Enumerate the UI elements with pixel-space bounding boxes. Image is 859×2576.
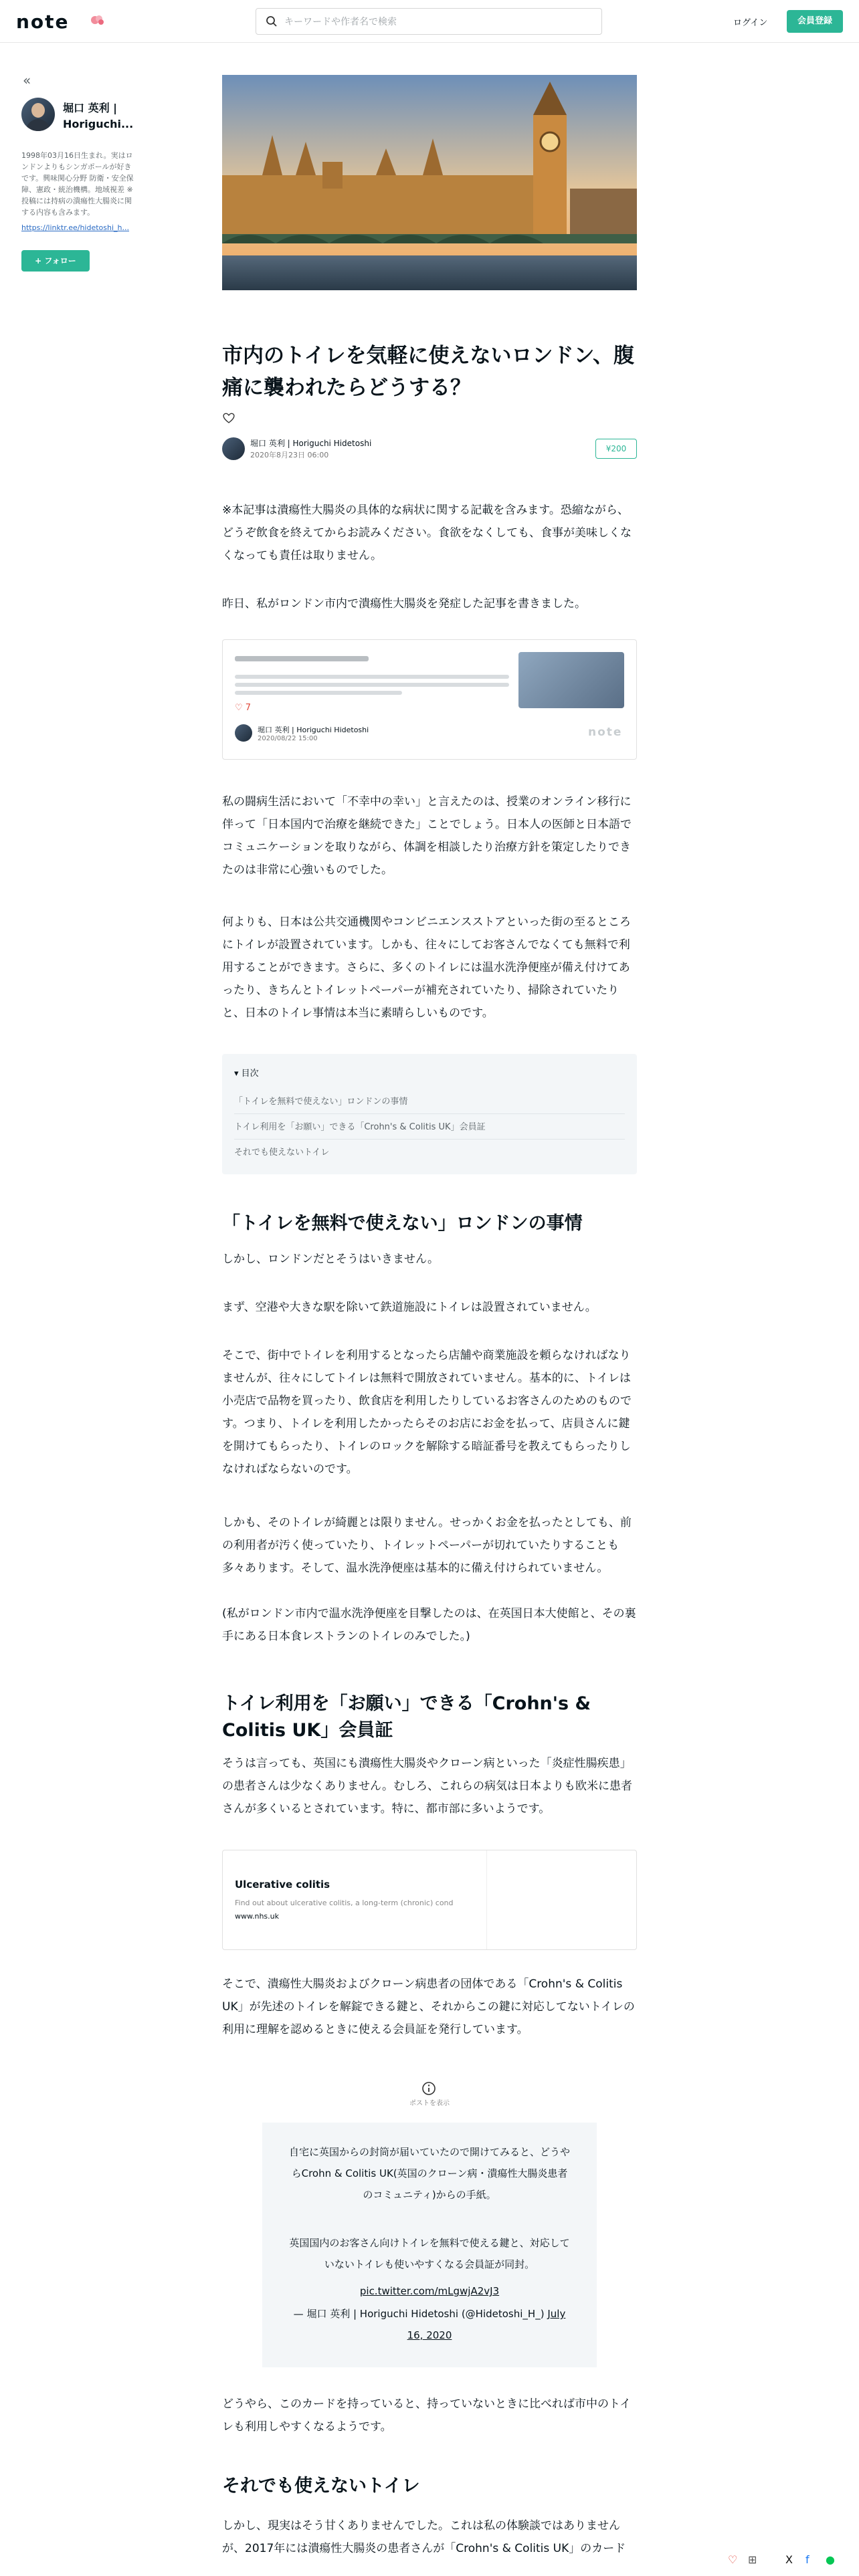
paragraph-body: どうやら、このカードを持っていると、持っていないときに比べれば市中のトイレも利用しやすくなるようです。: [222, 2397, 632, 2434]
paragraph-body: (私がロンドン市内で温水洗浄便座を目撃したのは、在英国日本大使館と、その裏手にある日本食レストランのトイレのみでした。): [222, 1607, 636, 1643]
article-author-name[interactable]: 堀口 英利 | Horiguchi Hidetoshi: [250, 439, 372, 448]
price-badge[interactable]: ¥200: [595, 439, 637, 459]
embed-note-brand: note: [588, 726, 623, 739]
paragraph-body: しかし、ロンドンだとそうはいきません。: [222, 1253, 440, 1266]
sidebar-author-name[interactable]: 堀口 英利 | Horiguchi...: [63, 102, 134, 130]
info-icon[interactable]: [421, 2081, 436, 2096]
paragraph-body: しかし、現実はそう甘くありませんでした。これは私の体験談ではありませんが、2017年には潰瘍性大腸炎の患者さんが「Crohn's & Colitis UK」のカード: [222, 2519, 626, 2555]
embed-desc-placeholder: [235, 683, 509, 687]
table-of-contents: [222, 1054, 637, 1174]
paragraph-notice: ※本記事は潰瘍性大腸炎の具体的な病状に関する記載を含みます。恐縮ながら、どうぞ飲食を終えてからお読みください。食欲をなくしても、食事が美味しくなくなっても責任は取りません。: [222, 504, 632, 562]
facebook-share-icon[interactable]: f: [805, 2553, 809, 2566]
tweet-text: 英国国内のお客さん向けトイレを無料で使える鍵と、対応していないトイレも使いやすくなる会員証が同封。: [289, 2237, 570, 2270]
magazine-add-icon[interactable]: ⊞: [748, 2553, 757, 2566]
paragraph-body: そこで、街中でトイレを利用するとなったら店舗や商業施設を頼らなければなりませんが、往々にしてトイレは無料で開放されていません。基本的に、トイレは小売店で品物を買ったり、飲食店を利用したりしているお客さんのためのものです。つまり、トイレを利用したかったらそのお店にお金を払って、店員さんに鍵を開けてもらったり、トイレのロックを解除する暗証番号を教えてもらったりしなければならないのです。: [222, 1349, 632, 1476]
embed-date: 2020/08/22 15:00: [258, 735, 318, 742]
author-avatar[interactable]: [21, 98, 55, 131]
paragraph-body: そうは言っても、英国にも潰瘍性大腸炎やクローン病といった「炎症性腸疾患」の患者さんは少なくありません。むしろ、これらの病気は日本よりも欧米に患者さんが多くいるとされています。特に、都市部に多いようです。: [222, 1757, 633, 1816]
article-author-avatar[interactable]: [222, 437, 245, 460]
embed-like-count: ♡ 7: [235, 703, 252, 713]
embed-like-value: 7: [245, 703, 252, 713]
toc-heading-label: 目次: [241, 1069, 259, 1079]
toc-item[interactable]: トイレ利用を「お願い」できる「Crohn's & Colitis UK」会員証: [234, 1119, 625, 1140]
search-input[interactable]: [283, 13, 593, 31]
embed-title-placeholder: [235, 656, 369, 661]
site-header: [0, 0, 859, 43]
embed-author-avatar: [235, 724, 252, 742]
paragraph-body: まず、空港や大きな駅を除いて鉄道施設にトイレは設置されていません。: [222, 1301, 597, 1314]
link-card-title: Ulcerative colitis: [235, 1879, 330, 1891]
show-post-label[interactable]: ポストを表示: [409, 2100, 450, 2107]
hero-image-westminster: [222, 75, 637, 290]
signup-button[interactable]: 会員登録: [787, 10, 843, 33]
article-date: 2020年8月23日 06:00: [250, 451, 329, 459]
author-bio-link[interactable]: https://linktr.ee/hidetoshi_h...: [21, 223, 129, 232]
note-logo[interactable]: note: [16, 11, 70, 33]
section-heading: それでも使えないトイレ: [222, 2476, 420, 2496]
tweet-date-link[interactable]: July 16, 2020: [407, 2308, 566, 2341]
link-card-url: www.nhs.uk: [235, 1912, 279, 1921]
tweet-text: 自宅に英国からの封筒が届いていたので開けてみると、どうやらCrohn & Colitis UK(英国のクローン病・潰瘍性大腸炎患者のコミュニティ)からの手紙。: [289, 2146, 571, 2201]
paragraph-body: そこで、潰瘍性大腸炎およびクローン病患者の団体である「Crohn's & Colitis UK」が先述のトイレを解錠できる鍵と、それからこの鍵に対応してないトイレの利用に理解を認めるときに使える会員証を発行しています。: [222, 1977, 635, 2036]
author-bio: 1998年03月16日生まれ。実はロンドンよりもシンガポールが好きです。興味関心分野 防衛・安全保障、憲政・統治機構。地域視差 ※投稿には持病の潰瘍性大腸炎に関する内容も含みます。: [21, 151, 134, 217]
follow-button[interactable]: + フォロー: [21, 250, 90, 272]
login-link[interactable]: ログイン: [733, 18, 768, 28]
heart-icon[interactable]: [222, 412, 235, 424]
x-share-icon[interactable]: X: [785, 2553, 793, 2566]
link-card-description: Find out about ulcerative colitis, a long-term (chronic) cond: [235, 1899, 454, 1907]
tweet-author: — 堀口 英利 | Horiguchi Hidetoshi (@Hidetoshi_H_): [293, 2308, 545, 2320]
tweet-media-link[interactable]: pic.twitter.com/mLgwjA2vJ3: [359, 2285, 500, 2297]
section-heading: 「トイレを無料で使えない」ロンドンの事情: [222, 1213, 583, 1234]
search-box[interactable]: [256, 8, 602, 35]
section-heading: トイレ利用を「お願い」できる「Crohn's & Colitis UK」会員証: [222, 1693, 591, 1741]
embed-desc-placeholder: [235, 675, 509, 679]
embed-author-name: 堀口 英利 | Horiguchi Hidetoshi: [258, 726, 369, 734]
paragraph-body: しかも、そのトイレが綺麗とは限りません。せっかくお金を払ったとしても、前の利用者が汚く使っていたり、トイレットペーパーが切れていたりすることも多々あります。そして、温水洗浄便座は基本的に備え付けられていません。: [222, 1516, 632, 1575]
embedded-tweet: [262, 2123, 597, 2367]
toc-heading[interactable]: ▾ 目次: [234, 1069, 259, 1079]
link-card-thumbnail: [486, 1850, 637, 1949]
line-share-icon[interactable]: ●: [826, 2553, 835, 2566]
toc-item[interactable]: それでも使えないトイレ: [234, 1148, 330, 1158]
paragraph-body: 私の闘病生活において「不幸中の幸い」と言えたのは、授業のオンライン移行に伴って「日本国内で治療を継続できた」ことでしょう。日本人の医師と日本語でコミュニケーションを取りながら、体調を相談したり治療方針を策定したりできたのは非常に心強いものでした。: [222, 795, 632, 877]
toc-item[interactable]: 「トイレを無料で使えない」ロンドンの事情: [234, 1094, 625, 1114]
embed-thumbnail: [518, 652, 624, 708]
external-link-card[interactable]: [222, 1850, 637, 1950]
paragraph-body: 何よりも、日本は公共交通機関やコンビニエンスストアといった街の至るところにトイレが設置されています。しかも、往々にしてお客さんでなくても無料で利用することができます。さらに、多くのトイレには温水洗浄便座が備え付けてあったり、きちんとトイレットペーパーが補充されていたり、掃除されていたりと、日本のトイレ事情は本当に素晴らしいものです。: [222, 916, 631, 1020]
embedded-note-card[interactable]: [222, 639, 637, 760]
paragraph-intro: 昨日、私がロンドン市内で潰瘍性大腸炎を発症した記事を書きました。: [222, 597, 586, 611]
article-title: 市内のトイレを気軽に使えないロンドン、腹痛に襲われたらどうする？: [222, 344, 634, 400]
collapse-sidebar-icon[interactable]: «: [23, 72, 31, 88]
flower-icon: [90, 13, 106, 27]
like-heart-icon[interactable]: ♡: [728, 2553, 738, 2566]
search-icon: [266, 15, 278, 27]
embed-desc-placeholder: [235, 691, 402, 695]
tweet-byline: [289, 2303, 570, 2346]
